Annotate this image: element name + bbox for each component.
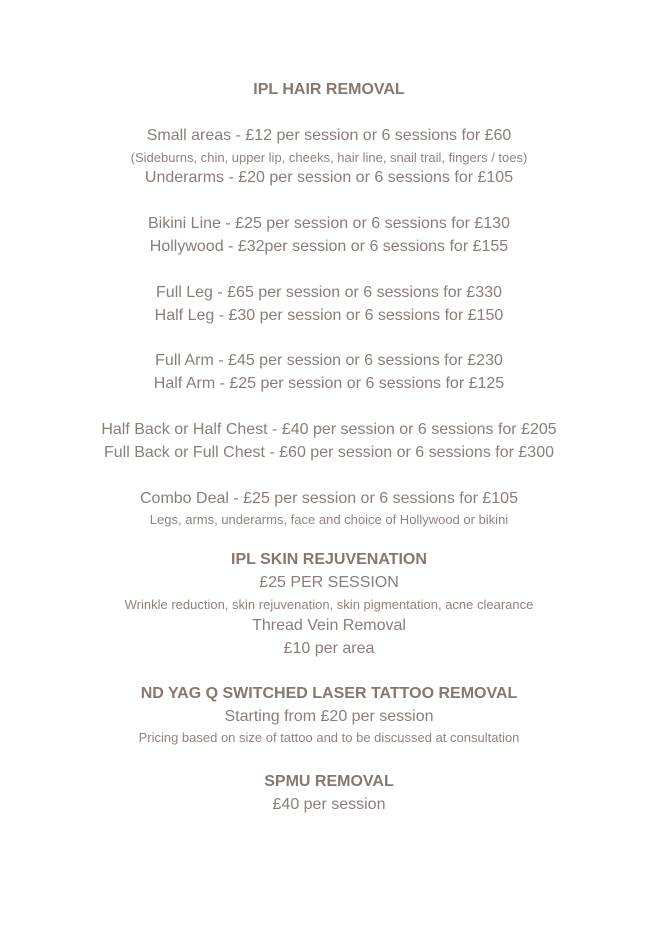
half-back-chest-price: Half Back or Half Chest - £40 per session or 6 sessions for £205: [101, 421, 557, 438]
ipl-skin-rejuvenation-heading: IPL SKIN REJUVENATION: [231, 551, 427, 568]
tattoo-removal-price: Starting from £20 per session: [224, 708, 434, 725]
skin-rejuvenation-note: Wrinkle reduction, skin rejuvenation, skin pigmentation, acne clearance: [124, 597, 534, 612]
half-arm-price: Half Arm - £25 per session or 6 sessions for £125: [153, 375, 505, 392]
thread-vein-removal: Thread Vein Removal: [252, 617, 406, 634]
underarms-price: Underarms - £20 per session or 6 sessions for £105: [144, 169, 514, 186]
tattoo-removal-note: Pricing based on size of tattoo and to be discussed at consultation: [138, 730, 520, 745]
thread-vein-price: £10 per area: [283, 640, 375, 657]
small-areas-price: Small areas - £12 per session or 6 sessions for £60: [146, 127, 512, 144]
tattoo-removal-heading: ND YAG Q SWITCHED LASER TATTOO REMOVAL: [140, 685, 518, 702]
small-areas-note: (Sideburns, chin, upper lip, cheeks, hair line, snail trail, fingers / toes): [130, 150, 528, 165]
skin-rejuvenation-price: £25 PER SESSION: [259, 574, 399, 591]
spmu-removal-heading: SPMU REMOVAL: [264, 773, 394, 790]
combo-deal-note: Legs, arms, underarms, face and choice of Hollywood or bikini: [149, 512, 509, 527]
full-back-chest-price: Full Back or Full Chest - £60 per session or 6 sessions for £300: [104, 444, 554, 461]
full-arm-price: Full Arm - £45 per session or 6 sessions for £230: [155, 352, 503, 369]
spmu-removal-price: £40 per session: [272, 796, 386, 813]
ipl-hair-removal-heading: IPL HAIR REMOVAL: [253, 81, 405, 98]
full-leg-price: Full Leg - £65 per session or 6 sessions for £330: [156, 284, 502, 301]
half-leg-price: Half Leg - £30 per session or 6 sessions for £150: [154, 307, 504, 324]
combo-deal-price: Combo Deal - £25 per session or 6 sessions for £105: [140, 490, 518, 507]
hollywood-price: Hollywood - £32per session or 6 sessions for £155: [149, 238, 509, 255]
bikini-line-price: Bikini Line - £25 per session or 6 sessions for £130: [148, 215, 510, 232]
